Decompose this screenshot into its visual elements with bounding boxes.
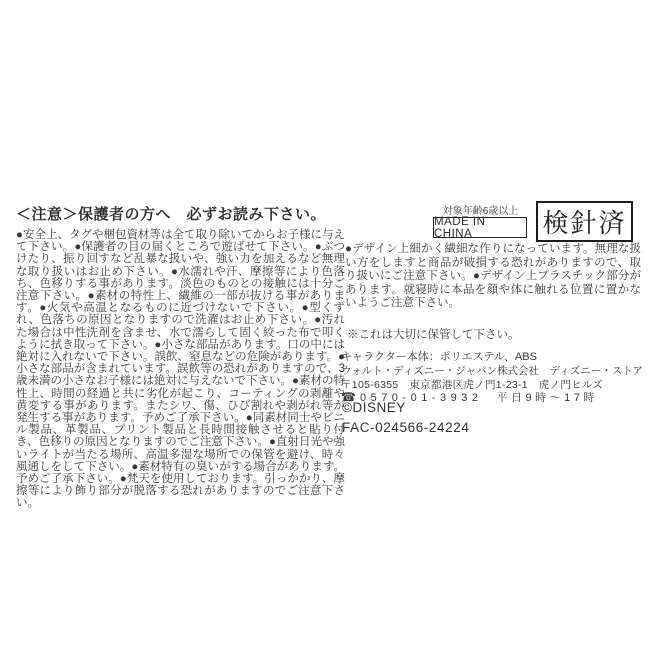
caution-heading: ＜注意＞保護者の方へ 必ずお読み下さい。 <box>16 206 327 223</box>
target-age-label: 対象年齢6歳以上 <box>442 206 519 217</box>
disney-copyright: ©DISNEY <box>342 400 406 415</box>
keep-this-note: ※これは大切に保管して下さい。 <box>347 329 520 341</box>
made-in-china-box <box>433 217 527 238</box>
telephone-icon: ☎ <box>341 390 356 404</box>
caution-body-text: ●安全上、タグや梱包資材等は全て取り除いてからお子様に与えて下さい。●保護者の目の届くところで遊ばせて下さい。●ぶつけたり、振り回すなど乱暴な扱いや、強い力を加えるなど無理な取り扱いはお止め下さい。●水濡れや汗、摩擦等により色落ち、色移りする事があります。淡色のものとの接触には十分ご注意下さい。●素材の特性上、繊維の一部が抜ける事があります。●火気や高温となるものに近づけないで下さい。●型くずれ、色落ちの原因となりますので洗濯はお止め下さい。●汚れた場合は中性洗剤を含ませ、水で濡らして固く絞った布で叩くように拭き取って下さい。●小さな部品があります。口の中には絶対に入れないで下さい。誤飲、窒息などの危険があります。●小さな部品が含まれています。誤飲等の恐れがありますので、3歳未満の小さなお子様には絶対に与えないで下さい。●素材の特性上、時間の経過と共に劣化が起こり、コーティングの剥離や黄変する事があります。またシワ、傷、ひび割れや剥がれ等が発生する事があります。予めご了承下さい。●同素材同士やビニル製品、革製品、プリント製品と長時間接触させると貼り付き、色移りの原因となりますのでご注意下さい。●直射日光や強いライトが当たる場所、高温多湿な場所での保管を避け、時々風通しをして下さい。●素材特有の臭いがする場合があります。予めご了承下さい。●梵天を使用しております。引っかかり、摩擦等により飾り部分が脱落する恐れがありますのでご注意下さい。 <box>16 229 345 510</box>
made-in-china-label: MADE IN CHINA <box>434 215 486 240</box>
phone-number: 0570-01-3932 <box>359 392 483 404</box>
company-name: ウォルト・ディズニー・ジャパン株式会社 ディズニー・ストア <box>341 365 643 377</box>
needle-inspection-stamp-label: 検針済 <box>542 208 627 238</box>
business-hours: 平日9時～17時 <box>496 392 598 404</box>
needle-inspection-stamp-box <box>536 201 633 242</box>
material-composition: キャラクター本体：ポリエステル、ABS <box>341 351 537 363</box>
fac-code: FAC-024566-24224 <box>342 420 470 435</box>
design-caution-text: ●デザイン上細かく繊細な作りになっています。無理な扱い方をしますと商品が破損する恐れがありますので、取り扱いにご注意下さい。●デザイン上プラスチック部分があります。就寝時に本品を顔や体に触れる位置に置かないようご注意下さい。 <box>345 243 641 310</box>
company-address: 〒105-6355 東京都港区虎ノ門1-23-1 虎ノ門ヒルズ <box>341 379 604 391</box>
